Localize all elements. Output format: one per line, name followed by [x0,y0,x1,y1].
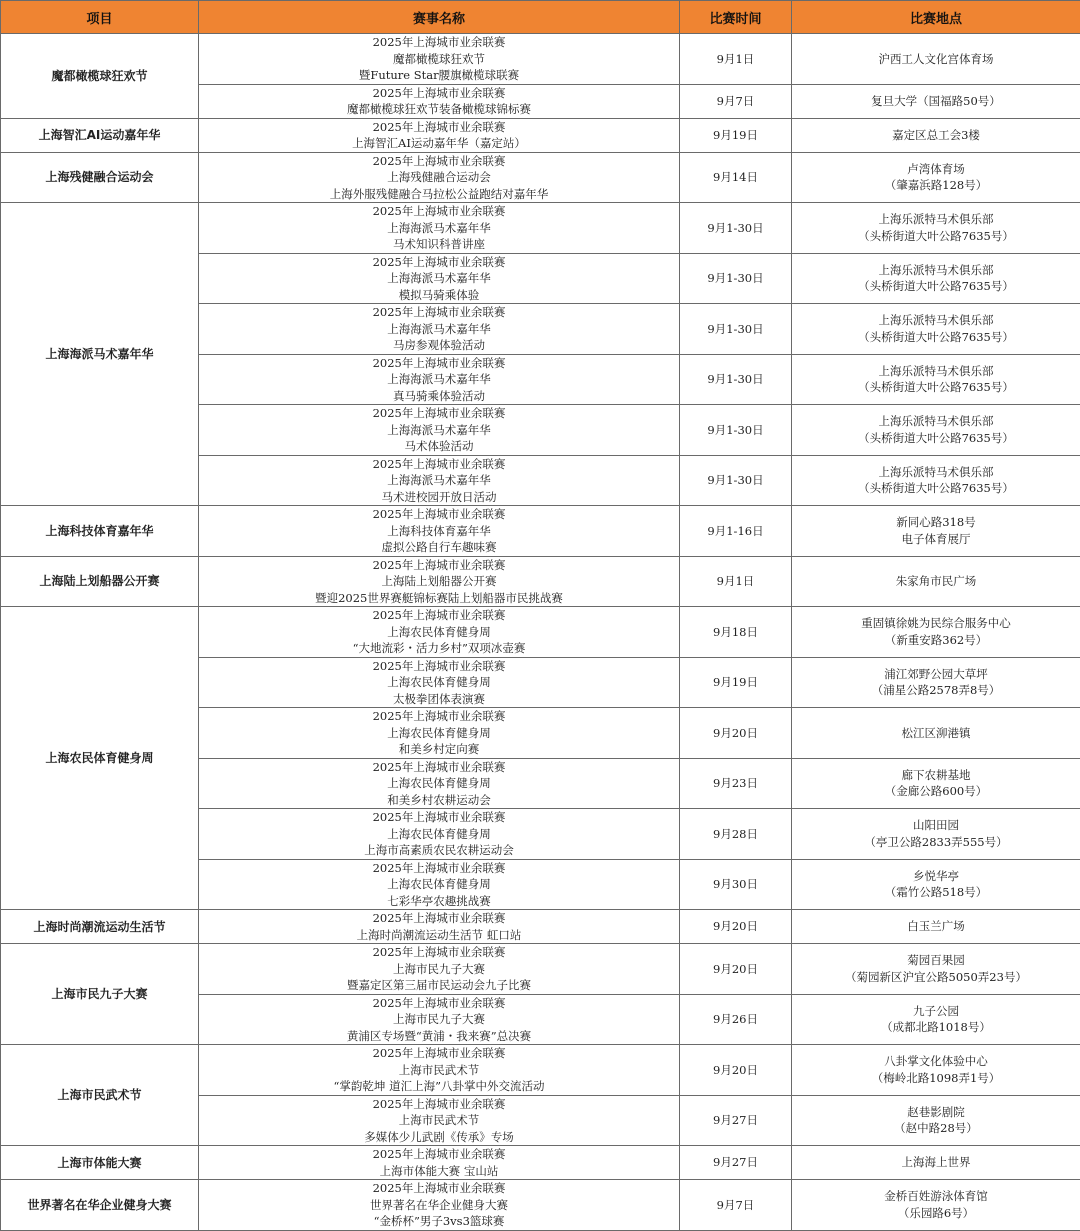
venue-line: 嘉定区总工会3楼 [794,127,1078,144]
event-name-line: 马房参观体验活动 [201,337,677,354]
event-name-line: 2025年上海城市业余联赛 [201,304,677,321]
header-venue: 比赛地点 [792,1,1080,34]
category-cell: 上海市民武术节 [1,1045,199,1146]
category-cell: 上海智汇AI运动嘉年华 [1,118,199,152]
event-name-line: 2025年上海城市业余联赛 [201,1045,677,1062]
venue-line: 赵巷影剧院 [794,1104,1078,1121]
event-venue-cell [792,34,1080,85]
event-time-cell: 9月1日 [680,556,792,607]
event-time-cell: 9月20日 [680,1045,792,1096]
event-name-line: 上海农民体育健身周 [201,826,677,843]
venue-line: （新重安路362号） [794,632,1078,649]
event-name-line: 2025年上海城市业余联赛 [201,995,677,1012]
venue-line: （梅岭北路1098弄1号） [794,1070,1078,1087]
event-name-cell [199,758,680,809]
venue-line: （浦星公路2578弄8号） [794,682,1078,699]
event-name-cell [199,304,680,355]
venue-line: 电子体育展厅 [794,531,1078,548]
event-name-cell [199,34,680,85]
event-name-line: 2025年上海城市业余联赛 [201,759,677,776]
venue-line: 新同心路318号 [794,514,1078,531]
event-venue-cell [792,758,1080,809]
event-name-line: 马术体验活动 [201,438,677,455]
event-name-cell [199,994,680,1045]
header-time: 比赛时间 [680,1,792,34]
event-name-cell [199,118,680,152]
venue-line: （头桥街道大叶公路7635号） [794,379,1078,396]
event-name-line: 上海农民体育健身周 [201,775,677,792]
event-name-line: 暨迎2025世界赛艇锦标赛陆上划船器市民挑战赛 [201,590,677,607]
event-name-line: 上海农民体育健身周 [201,876,677,893]
event-venue-cell [792,253,1080,304]
venue-line: 上海乐派特马术俱乐部 [794,464,1078,481]
venue-line: （头桥街道大叶公路7635号） [794,329,1078,346]
category-cell: 上海市体能大赛 [1,1146,199,1180]
event-name-line: 上海海派马术嘉年华 [201,270,677,287]
event-name-line: 2025年上海城市业余联赛 [201,557,677,574]
category-cell: 上海海派马术嘉年华 [1,203,199,506]
event-venue-cell [792,607,1080,658]
event-name-line: 2025年上海城市业余联赛 [201,34,677,51]
event-time-cell: 9月18日 [680,607,792,658]
event-name-cell [199,455,680,506]
venue-line: 上海乐派特马术俱乐部 [794,211,1078,228]
venue-line: （肇嘉浜路128号） [794,177,1078,194]
event-name-cell [199,1180,680,1231]
venue-line: 重固镇徐姚为民综合服务中心 [794,615,1078,632]
event-venue-cell [792,1095,1080,1146]
event-name-line: 和美乡村定向赛 [201,741,677,758]
category-cell: 魔都橄榄球狂欢节 [1,34,199,119]
event-name-line: 暨嘉定区第三届市民运动会九子比赛 [201,977,677,994]
event-name-line: 2025年上海城市业余联赛 [201,944,677,961]
event-time-cell: 9月1-30日 [680,203,792,254]
event-name-line: 上海农民体育健身周 [201,624,677,641]
event-time-cell: 9月1日 [680,34,792,85]
category-cell: 上海科技体育嘉年华 [1,506,199,557]
event-venue-cell [792,657,1080,708]
category-cell: 上海陆上划船器公开赛 [1,556,199,607]
table-row [1,1045,1080,1096]
event-venue-cell [792,152,1080,203]
event-name-line: 上海海派马术嘉年华 [201,321,677,338]
event-name-line: 太极拳团体表演赛 [201,691,677,708]
event-name-line: 上海市高素质农民农耕运动会 [201,842,677,859]
event-name-cell [199,556,680,607]
venue-line: 复旦大学（国福路50号） [794,93,1078,110]
event-name-line: 虚拟公路自行车趣味赛 [201,539,677,556]
venue-line: 上海乐派特马术俱乐部 [794,363,1078,380]
event-name-line: 2025年上海城市业余联赛 [201,809,677,826]
event-time-cell: 9月1-30日 [680,354,792,405]
venue-line: （菊园新区沪宜公路5050弄23号） [794,969,1078,986]
event-venue-cell [792,809,1080,860]
event-name-cell [199,1045,680,1096]
event-name-line: 2025年上海城市业余联赛 [201,1180,677,1197]
venue-line: （头桥街道大叶公路7635号） [794,430,1078,447]
venue-line: 山阳田园 [794,817,1078,834]
event-name-cell [199,708,680,759]
event-name-line: 上海外服残健融合马拉松公益跑结对嘉年华 [201,186,677,203]
event-name-line: 2025年上海城市业余联赛 [201,355,677,372]
event-name-cell [199,203,680,254]
event-name-line: 2025年上海城市业余联赛 [201,860,677,877]
venue-line: （成都北路1018号） [794,1019,1078,1036]
event-time-cell: 9月7日 [680,84,792,118]
event-name-cell [199,405,680,456]
table-row [1,506,1080,557]
event-name-line: 七彩华亭农趣挑战赛 [201,893,677,910]
event-name-line: 魔都橄榄球狂欢节 [201,51,677,68]
venue-line: （亭卫公路2833弄555号） [794,834,1078,851]
event-name-cell [199,657,680,708]
header-row [1,1,1080,34]
event-time-cell: 9月1-30日 [680,455,792,506]
event-time-cell: 9月19日 [680,118,792,152]
event-name-cell [199,1146,680,1180]
event-time-cell: 9月20日 [680,708,792,759]
venue-line: 松江区泖港镇 [794,725,1078,742]
venue-line: 八卦掌文化体验中心 [794,1053,1078,1070]
event-venue-cell [792,203,1080,254]
event-name-line: 上海农民体育健身周 [201,674,677,691]
event-name-line: 黄浦区专场暨“黄浦・我来赛”总决赛 [201,1028,677,1045]
event-name-line: 马术进校园开放日活动 [201,489,677,506]
event-name-cell [199,84,680,118]
venue-line: （头桥街道大叶公路7635号） [794,480,1078,497]
event-time-cell: 9月27日 [680,1146,792,1180]
event-name-line: 2025年上海城市业余联赛 [201,658,677,675]
venue-line: 上海乐派特马术俱乐部 [794,262,1078,279]
event-name-line: 2025年上海城市业余联赛 [201,456,677,473]
venue-line: 菊园百果园 [794,952,1078,969]
event-name-cell [199,809,680,860]
event-venue-cell [792,304,1080,355]
event-venue-cell [792,556,1080,607]
event-venue-cell [792,84,1080,118]
event-time-cell: 9月30日 [680,859,792,910]
event-name-line: 多媒体少儿武剧《传承》专场 [201,1129,677,1146]
event-venue-cell [792,708,1080,759]
event-name-line: 模拟马骑乘体验 [201,287,677,304]
event-time-cell: 9月14日 [680,152,792,203]
event-time-cell: 9月26日 [680,994,792,1045]
event-name-cell [199,607,680,658]
table-row [1,556,1080,607]
event-name-cell [199,253,680,304]
event-name-line: “大地流彩・活力乡村”双项冰壶赛 [201,640,677,657]
event-name-line: 上海农民体育健身周 [201,725,677,742]
event-name-line: 上海残健融合运动会 [201,169,677,186]
event-name-cell [199,944,680,995]
venue-line: 沪西工人文化宫体育场 [794,51,1078,68]
event-name-line: 上海市民九子大赛 [201,1011,677,1028]
table-row [1,34,1080,85]
event-venue-cell [792,354,1080,405]
event-name-line: 上海市民武术节 [201,1112,677,1129]
event-name-line: 上海时尚潮流运动生活节 虹口站 [201,927,677,944]
event-name-cell [199,506,680,557]
event-name-line: 2025年上海城市业余联赛 [201,1096,677,1113]
event-venue-cell [792,118,1080,152]
venue-line: （霜竹公路518号） [794,884,1078,901]
event-time-cell: 9月19日 [680,657,792,708]
table-row [1,1180,1080,1231]
event-venue-cell [792,506,1080,557]
event-time-cell: 9月23日 [680,758,792,809]
event-name-line: 2025年上海城市业余联赛 [201,153,677,170]
event-time-cell: 9月27日 [680,1095,792,1146]
venue-line: （头桥街道大叶公路7635号） [794,278,1078,295]
event-name-line: 2025年上海城市业余联赛 [201,506,677,523]
event-name-line: 2025年上海城市业余联赛 [201,708,677,725]
venue-line: （金廊公路600号） [794,783,1078,800]
event-name-line: 2025年上海城市业余联赛 [201,254,677,271]
event-time-cell: 9月28日 [680,809,792,860]
category-cell: 上海时尚潮流运动生活节 [1,910,199,944]
table-body [1,34,1080,1231]
category-cell: 世界著名在华企业健身大赛 [1,1180,199,1231]
event-name-line: “金桥杯”男子3vs3篮球赛 [201,1213,677,1230]
event-name-line: 暨Future Star腰旗橄榄球联赛 [201,67,677,84]
event-name-line: 上海科技体育嘉年华 [201,523,677,540]
event-name-line: 上海海派马术嘉年华 [201,371,677,388]
event-venue-cell [792,1180,1080,1231]
event-name-line: 魔都橄榄球狂欢节装备橄榄球锦标赛 [201,101,677,118]
event-venue-cell [792,455,1080,506]
venue-line: （头桥街道大叶公路7635号） [794,228,1078,245]
event-time-cell: 9月1-30日 [680,405,792,456]
table-row [1,203,1080,254]
table-row [1,1146,1080,1180]
event-name-cell [199,859,680,910]
event-venue-cell [792,1045,1080,1096]
event-name-line: 上海海派马术嘉年华 [201,220,677,237]
event-name-cell [199,152,680,203]
table-row [1,944,1080,995]
event-name-cell [199,1095,680,1146]
event-time-cell: 9月7日 [680,1180,792,1231]
category-cell: 上海农民体育健身周 [1,607,199,910]
venue-line: 上海乐派特马术俱乐部 [794,312,1078,329]
event-time-cell: 9月1-16日 [680,506,792,557]
event-name-line: 2025年上海城市业余联赛 [201,85,677,102]
event-name-line: 上海市民武术节 [201,1062,677,1079]
event-venue-cell [792,944,1080,995]
event-name-line: 上海智汇AI运动嘉年华（嘉定站） [201,135,677,152]
event-venue-cell [792,994,1080,1045]
event-name-line: 2025年上海城市业余联赛 [201,119,677,136]
venue-line: 金桥百姓游泳体育馆 [794,1188,1078,1205]
table-row [1,118,1080,152]
event-time-cell: 9月20日 [680,944,792,995]
event-name-line: 和美乡村农耕运动会 [201,792,677,809]
event-name-line: 上海市体能大赛 宝山站 [201,1163,677,1180]
header-category: 项目 [1,1,199,34]
event-time-cell: 9月1-30日 [680,304,792,355]
event-name-line: 世界著名在华企业健身大赛 [201,1197,677,1214]
event-venue-cell [792,859,1080,910]
venue-line: 上海乐派特马术俱乐部 [794,413,1078,430]
table-row [1,152,1080,203]
event-name-line: 2025年上海城市业余联赛 [201,910,677,927]
venue-line: 卢湾体育场 [794,161,1078,178]
header-event-name: 赛事名称 [199,1,680,34]
event-name-line: 2025年上海城市业余联赛 [201,405,677,422]
venue-line: 上海海上世界 [794,1154,1078,1171]
table-row [1,910,1080,944]
venue-line: 廊下农耕基地 [794,767,1078,784]
event-name-cell [199,910,680,944]
venue-line: 浦江郊野公园大草坪 [794,666,1078,683]
event-name-line: 上海海派马术嘉年华 [201,472,677,489]
event-time-cell: 9月1-30日 [680,253,792,304]
event-time-cell: 9月20日 [680,910,792,944]
venue-line: 朱家角市民广场 [794,573,1078,590]
event-venue-cell [792,910,1080,944]
event-name-line: 2025年上海城市业余联赛 [201,203,677,220]
event-name-line: 上海市民九子大赛 [201,961,677,978]
event-name-line: 2025年上海城市业余联赛 [201,1146,677,1163]
event-venue-cell [792,405,1080,456]
venue-line: （乐园路6号） [794,1205,1078,1222]
event-name-line: 上海海派马术嘉年华 [201,422,677,439]
category-cell: 上海市民九子大赛 [1,944,199,1045]
event-name-line: “掌韵乾坤 道汇上海”八卦掌中外交流活动 [201,1078,677,1095]
event-name-line: 真马骑乘体验活动 [201,388,677,405]
venue-line: （赵中路28号） [794,1120,1078,1137]
event-name-line: 2025年上海城市业余联赛 [201,607,677,624]
event-venue-cell [792,1146,1080,1180]
event-name-line: 马术知识科普讲座 [201,236,677,253]
event-name-line: 上海陆上划船器公开赛 [201,573,677,590]
table-row [1,607,1080,658]
event-name-cell [199,354,680,405]
category-cell: 上海残健融合运动会 [1,152,199,203]
venue-line: 九子公园 [794,1003,1078,1020]
venue-line: 乡悦华亭 [794,868,1078,885]
venue-line: 白玉兰广场 [794,918,1078,935]
